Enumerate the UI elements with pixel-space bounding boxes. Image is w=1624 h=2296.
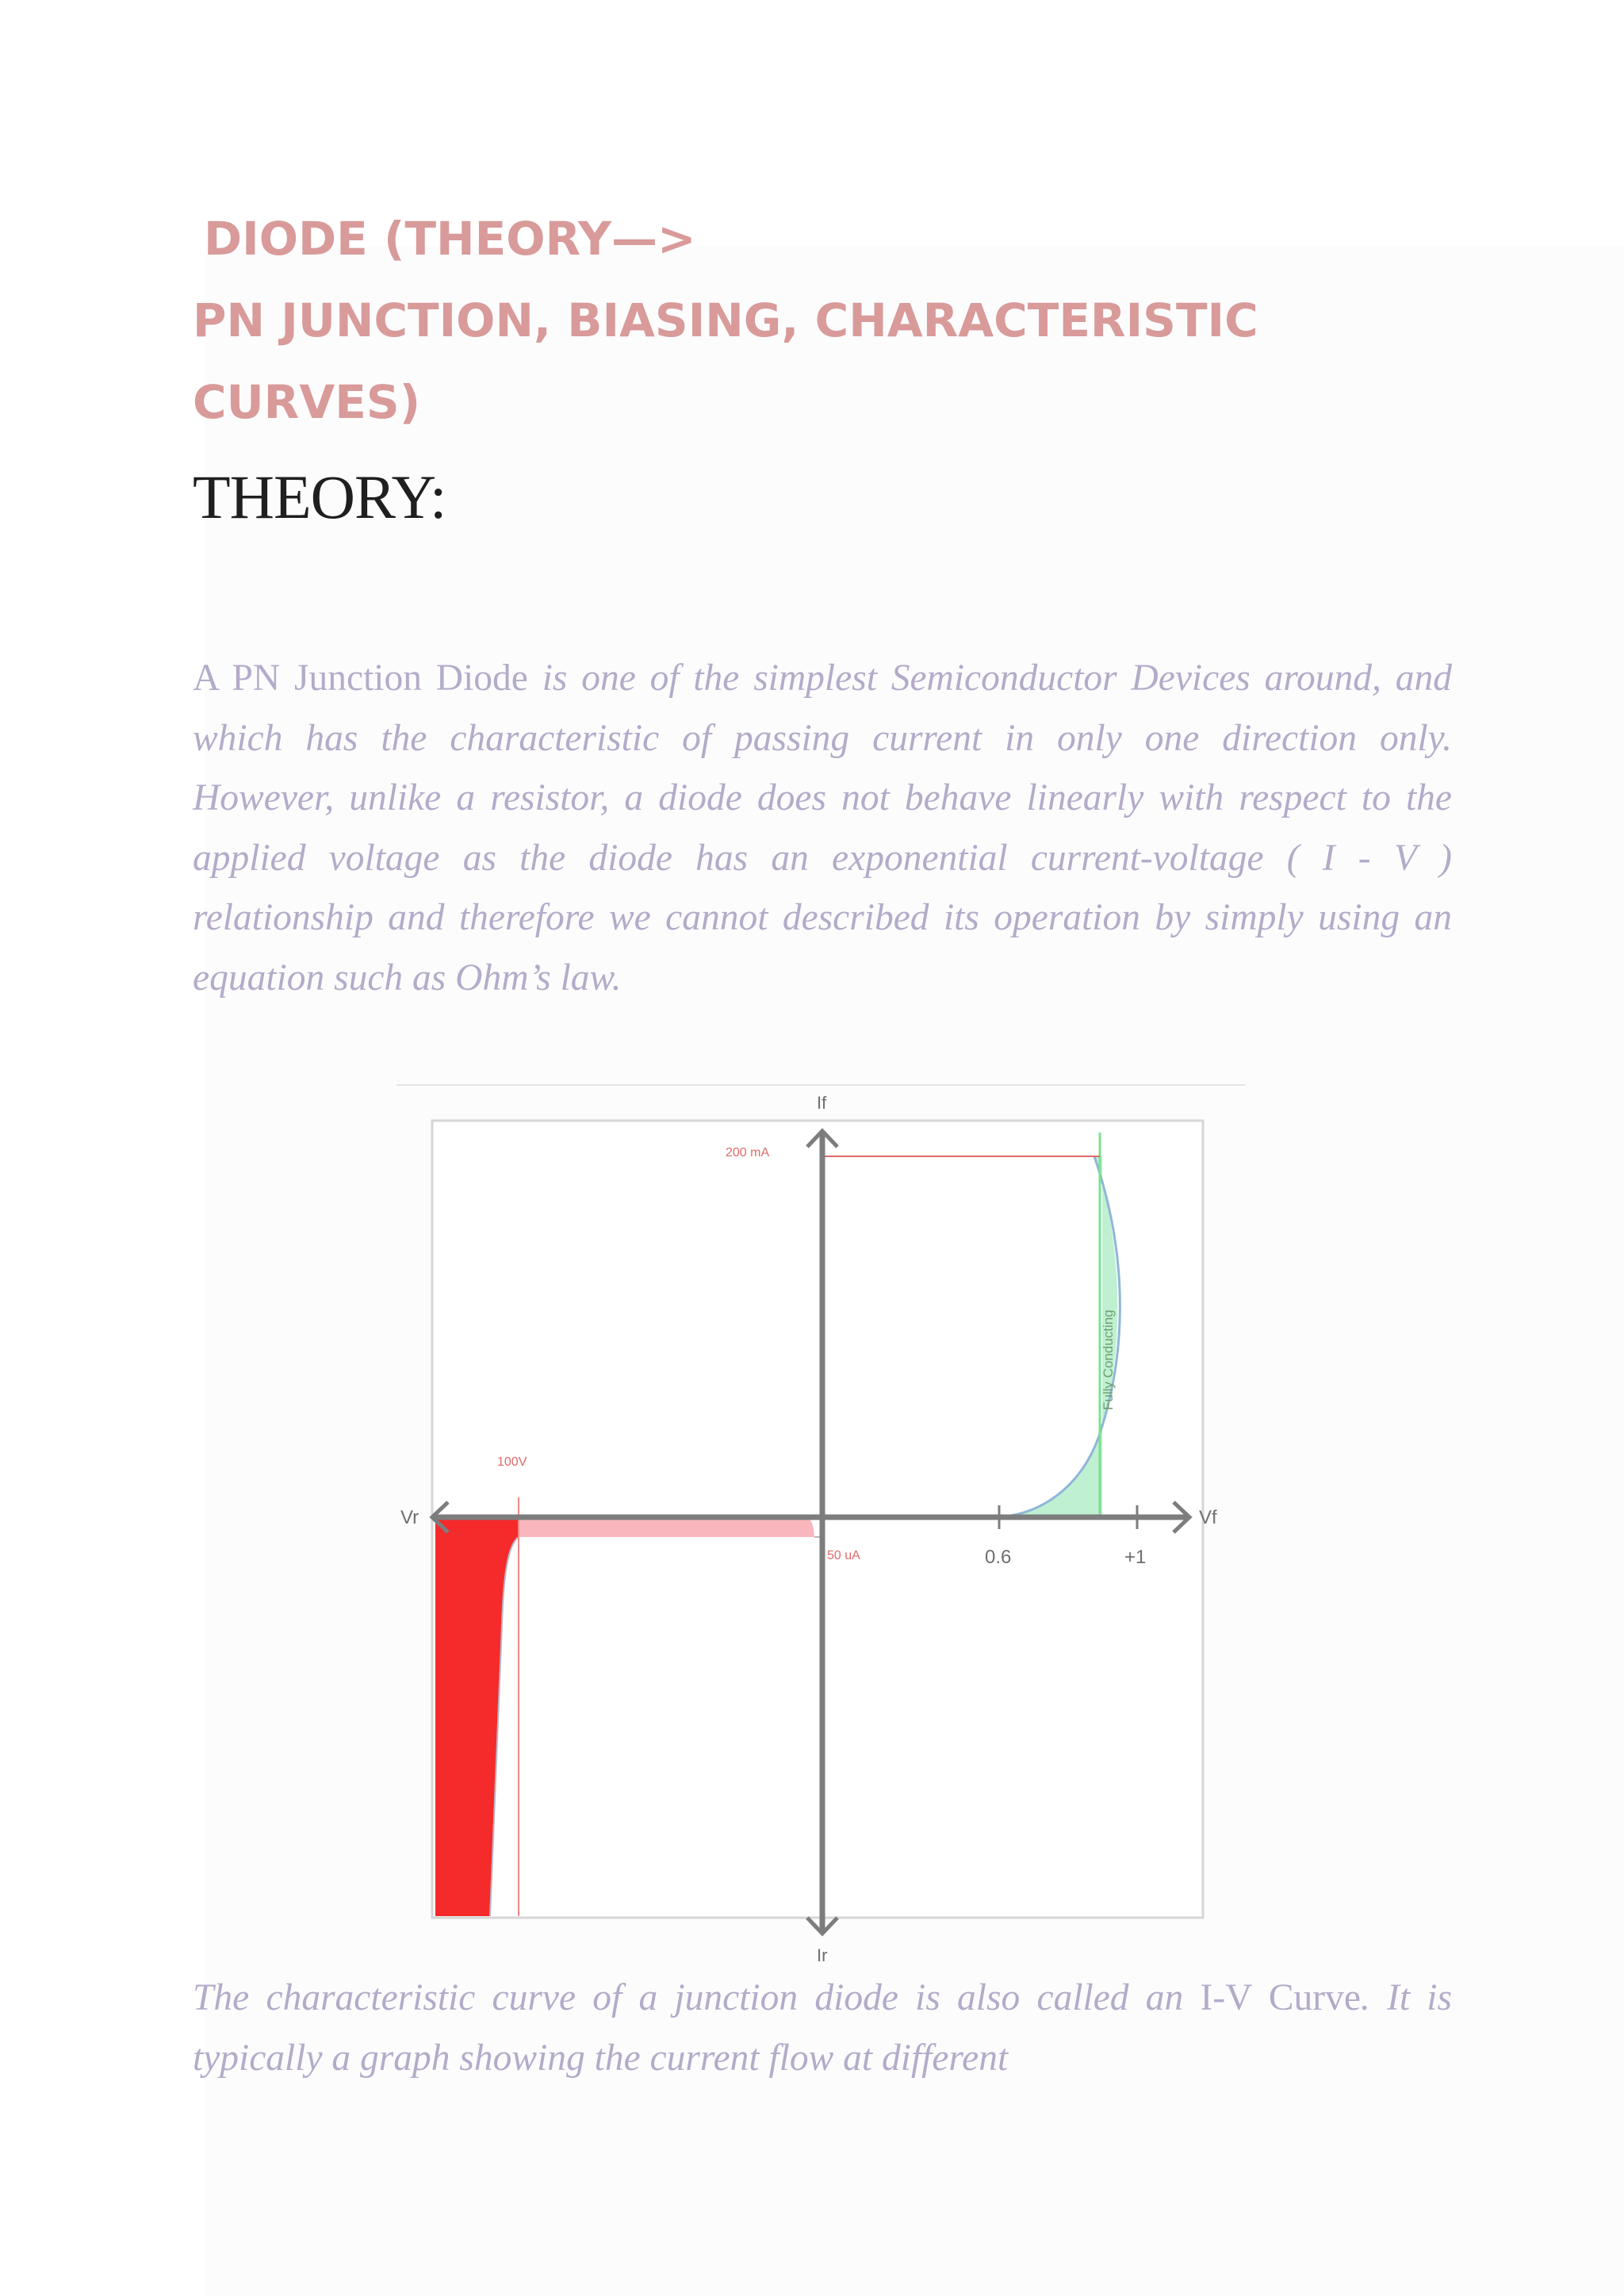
caption-part-1: The characteristic curve of a junction diode is also called an [193, 1977, 1201, 2018]
reverse-current-label: 50 uA [827, 1549, 860, 1562]
intro-paragraph [193, 649, 1452, 1008]
title-line-3: CURVES) [193, 375, 421, 429]
axis-label-vf: Vf [1199, 1507, 1217, 1528]
paragraph-body: is one of the simplest Semiconductor Devices around, and which has the characteristic of passing current in only one direction only. However, unlike a resistor, a diode does not behave linearly with respect to the applied voltage as the diode has an exponential current-voltage ( I - V ) relationship and therefore we cannot described its operation by simply using an equation such as Ohm’s law. [193, 657, 1452, 999]
title-line-1: DIODE (THEORY—> [204, 212, 696, 266]
breakdown-voltage-label: 100V [497, 1455, 527, 1469]
threshold-label: 0.6 [985, 1547, 1012, 1568]
axis-label-if: If [817, 1093, 827, 1113]
iv-characteristic-figure [389, 1069, 1253, 1965]
reverse-leakage-region [519, 1517, 814, 1537]
theory-heading: THEORY: [193, 462, 446, 531]
plus-one-label: +1 [1124, 1547, 1147, 1568]
axis-label-ir: Ir [817, 1945, 828, 1965]
figure-caption [193, 1968, 1452, 2088]
page-title [193, 198, 1541, 443]
caption-part-2: . It is typically a graph showing the current flow at different [193, 1977, 1452, 2079]
forward-current-label: 200 mA [726, 1146, 770, 1159]
paragraph-lead: A PN Junction Diode [193, 657, 528, 699]
fully-conducting-label: Fully Conducting [1101, 1309, 1116, 1410]
title-line-2: PN JUNCTION, BIASING, CHARACTERISTIC [193, 293, 1258, 347]
iv-curve-diagram [389, 1069, 1253, 1965]
axis-label-vr: Vr [400, 1507, 419, 1528]
caption-term: I-V Curve [1200, 1977, 1361, 2018]
